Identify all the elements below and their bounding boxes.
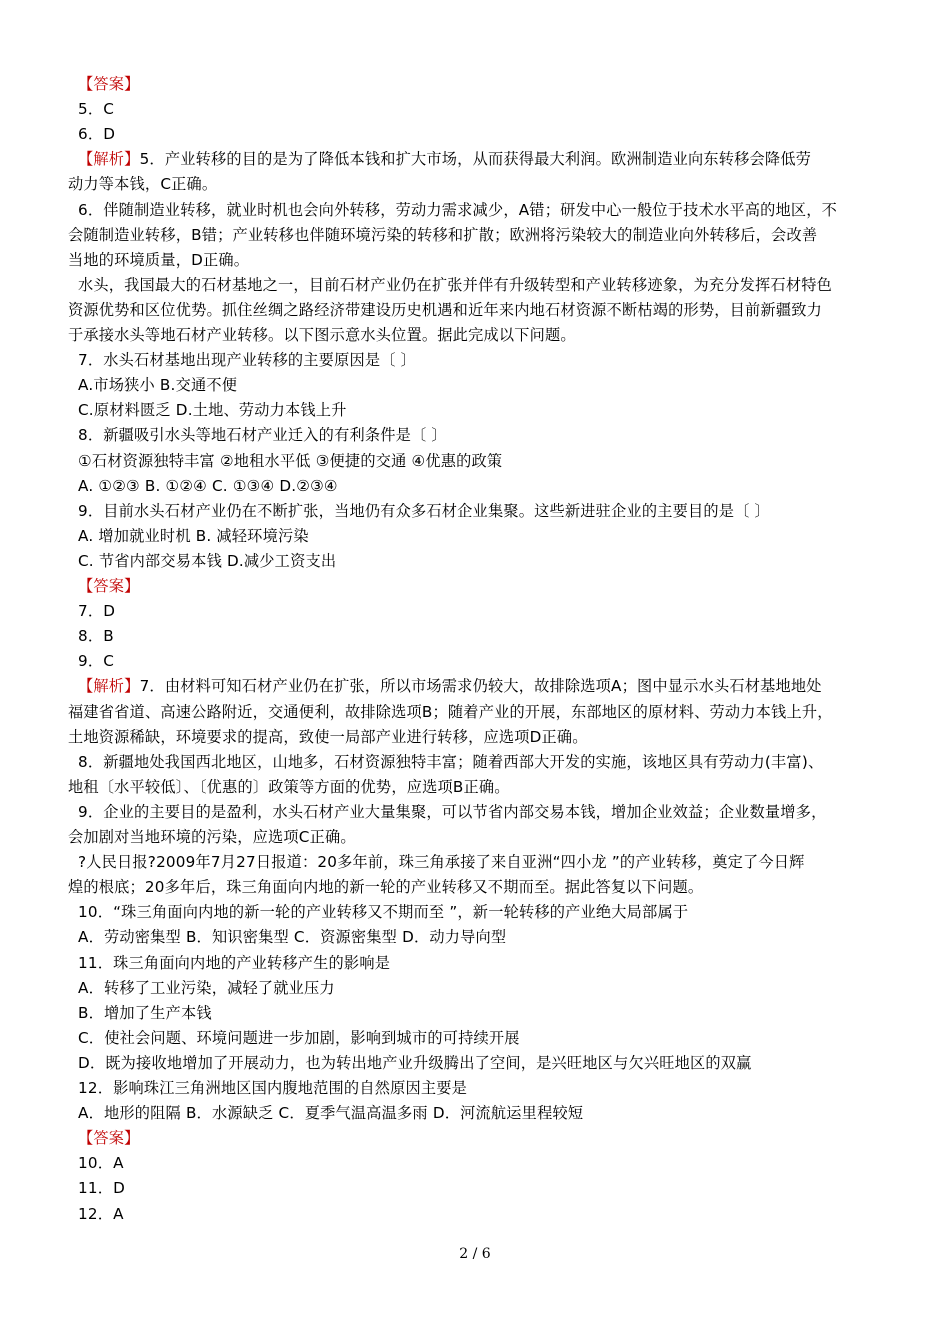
line-text: 当地的环境质量，D正确。 — [68, 250, 250, 269]
line-text: C．使社会问题、环境问题进一步加剧，影响到城市的可持续开展 — [78, 1028, 520, 1047]
line-text: ?人民日报?2009年7月27日报道：20多年前，珠三角承接了来自亚洲“四小龙 ”的产业转移，奠定了今日辉 — [78, 853, 805, 872]
line-text: 地租〔水平较低〕、〔优惠的〕政策等方面的优势，应选项B正确。 — [68, 777, 510, 796]
text-line — [78, 649, 890, 674]
line-text: C. 节省内部交易本钱 D.减少工资支出 — [78, 551, 337, 570]
text-line — [78, 122, 890, 147]
line-text: 于承接水头等地石材产业转移。以下图示意水头位置。据此完成以下问题。 — [68, 326, 576, 344]
line-text: 11．珠三角面向内地的产业转移产生的影响是 — [78, 953, 391, 972]
text-line — [78, 373, 890, 398]
line-text: B．增加了生产本钱 — [78, 1003, 212, 1022]
text-line — [78, 976, 890, 1001]
line-text: 煌的根底；20多年后，珠三角面向内地的新一轮的产业转移又不期而至。据此答复以下问题。 — [68, 878, 704, 897]
line-text: 8．B — [78, 627, 114, 646]
line-text: 12．A — [78, 1204, 124, 1223]
line-text: 7．由材料可知石材产业仍在扩张，所以市场需求仍较大，故排除选项A；图中显示水头石材基地地处 — [139, 677, 822, 696]
text-line — [78, 398, 890, 423]
line-text: 福建省省道、高速公路附近，交通便利，故排除选项B；随着产业的开展，东部地区的原材料、劳动力本钱上升， — [68, 702, 833, 721]
line-text: 7．水头石材基地出现产业转移的主要原因是〔 〕 — [78, 351, 417, 370]
text-line — [78, 850, 890, 875]
labeled-line — [78, 574, 890, 599]
line-text: 8．新疆吸引水头等地石材产业迁入的有利条件是〔 〕 — [78, 426, 447, 445]
line-text: 5．产业转移的目的是为了降低本钱和扩大市场，从而获得最大利润。欧洲制造业向东转移会降低劳 — [139, 150, 812, 169]
line-text: 6．D — [78, 125, 116, 144]
line-text: 资源优势和区位优势。抓住丝绸之路经济带建设历史机遇和近年来内地石材资源不断枯竭的形势，目前新疆致力 — [68, 300, 822, 319]
text-line — [68, 775, 890, 800]
line-text: A.市场狭小 B.交通不便 — [78, 376, 238, 395]
text-line — [68, 700, 890, 725]
text-line — [78, 925, 890, 950]
text-line — [78, 97, 890, 122]
text-line — [78, 474, 890, 499]
line-text: 土地资源稀缺，环境要求的提高，致使一局部产业进行转移，应选项D正确。 — [68, 727, 588, 746]
text-line — [78, 900, 890, 925]
line-text: 9．C — [78, 652, 115, 671]
text-line — [78, 1202, 890, 1227]
line-text: 6．伴随制造业转移，就业时机也会向外转移，劳动力需求减少，A错；研发中心一般位于技术水平高的地区，不 — [78, 200, 838, 219]
text-line — [78, 499, 890, 524]
line-text: 水头，我国最大的石材基地之一，目前石材产业仍在扩张并伴有升级转型和产业转移迹象，为充分发挥石材特色 — [78, 275, 832, 294]
line-text: 10．A — [78, 1154, 124, 1173]
line-text: A. 增加就业时机 B. 减轻环境污染 — [78, 526, 309, 545]
section-tag: 【解析】 — [78, 150, 140, 169]
text-line — [78, 449, 890, 474]
text-line — [78, 1076, 890, 1101]
line-text: 10．“珠三角面向内地的新一轮的产业转移又不期而至 ”，新一轮转移的产业绝大局部属于 — [78, 903, 689, 922]
text-line — [68, 248, 890, 273]
text-line — [78, 624, 890, 649]
line-text: C.原材料匮乏 D.土地、劳动力本钱上升 — [78, 401, 347, 420]
line-text: A．劳动密集型 B．知识密集型 C．资源密集型 D．动力导向型 — [78, 928, 507, 947]
text-line — [78, 750, 890, 775]
text-line — [68, 825, 890, 850]
labeled-line — [78, 1126, 890, 1151]
text-line — [78, 198, 890, 223]
line-text: A. ①②③ B. ①②④ C. ①③④ D.②③④ — [78, 476, 338, 495]
line-text: A．地形的阻隔 B．水源缺乏 C．夏季气温高温多雨 D．河流航运里程较短 — [78, 1104, 584, 1123]
text-line — [78, 800, 890, 825]
line-text: 12．影响珠江三角洲地区国内腹地范围的自然原因主要是 — [78, 1079, 468, 1097]
text-line — [78, 423, 890, 448]
section-tag: 【答案】 — [78, 577, 140, 595]
text-line — [68, 172, 890, 197]
line-text: 会加剧对当地环境的污染，应选项C正确。 — [68, 828, 356, 846]
line-text: 5．C — [78, 100, 115, 119]
line-text: 9．目前水头石材产业仍在不断扩张，当地仍有众多石材企业集聚。这些新进驻企业的主要目的是〔 〕 — [78, 501, 770, 520]
text-line — [78, 1151, 890, 1176]
text-line — [78, 1176, 890, 1201]
page-number: 2 / 6 — [459, 1246, 491, 1262]
text-line — [68, 323, 890, 348]
text-line — [78, 1051, 890, 1076]
text-line — [68, 223, 890, 248]
text-line — [78, 1001, 890, 1026]
text-line — [68, 875, 890, 900]
text-line — [78, 1101, 890, 1126]
section-tag: 【答案】 — [78, 1129, 140, 1148]
labeled-line — [78, 674, 890, 699]
line-text: 动力等本钱，C正确。 — [68, 175, 218, 194]
line-text: 11．D — [78, 1179, 126, 1198]
labeled-line — [78, 72, 890, 97]
line-text: 7．D — [78, 602, 116, 621]
line-text: A．转移了工业污染，减轻了就业压力 — [78, 978, 335, 997]
text-line — [78, 951, 890, 976]
text-line — [78, 273, 890, 298]
text-line — [68, 298, 890, 323]
text-line — [78, 348, 890, 373]
text-line — [78, 549, 890, 574]
line-text: 9．企业的主要目的是盈利，水头石材产业大量集聚，可以节省内部交易本钱，增加企业效益；企业数量增多， — [78, 802, 827, 821]
text-line — [78, 599, 890, 624]
text-line — [68, 725, 890, 750]
labeled-line — [78, 147, 890, 172]
line-text: 8．新疆地处我国西北地区，山地多，石材资源独特丰富；随着西部大开发的实施，该地区具有劳动力(丰富)、 — [78, 752, 824, 771]
line-text: D．既为接收地增加了开展动力，也为转出地产业升级腾出了空间，是兴旺地区与欠兴旺地区的双赢 — [78, 1053, 752, 1072]
section-tag: 【解析】 — [78, 677, 140, 696]
text-line — [78, 1026, 890, 1051]
line-text: 会随制造业转移，B错；产业转移也伴随环境污染的转移和扩散；欧洲将污染较大的制造业向外转移后，会改善 — [68, 225, 818, 244]
section-tag: 【答案】 — [78, 75, 140, 93]
line-text: ①石材资源独特丰富 ②地租水平低 ③便捷的交通 ④优惠的政策 — [78, 451, 503, 470]
text-line — [78, 524, 890, 549]
